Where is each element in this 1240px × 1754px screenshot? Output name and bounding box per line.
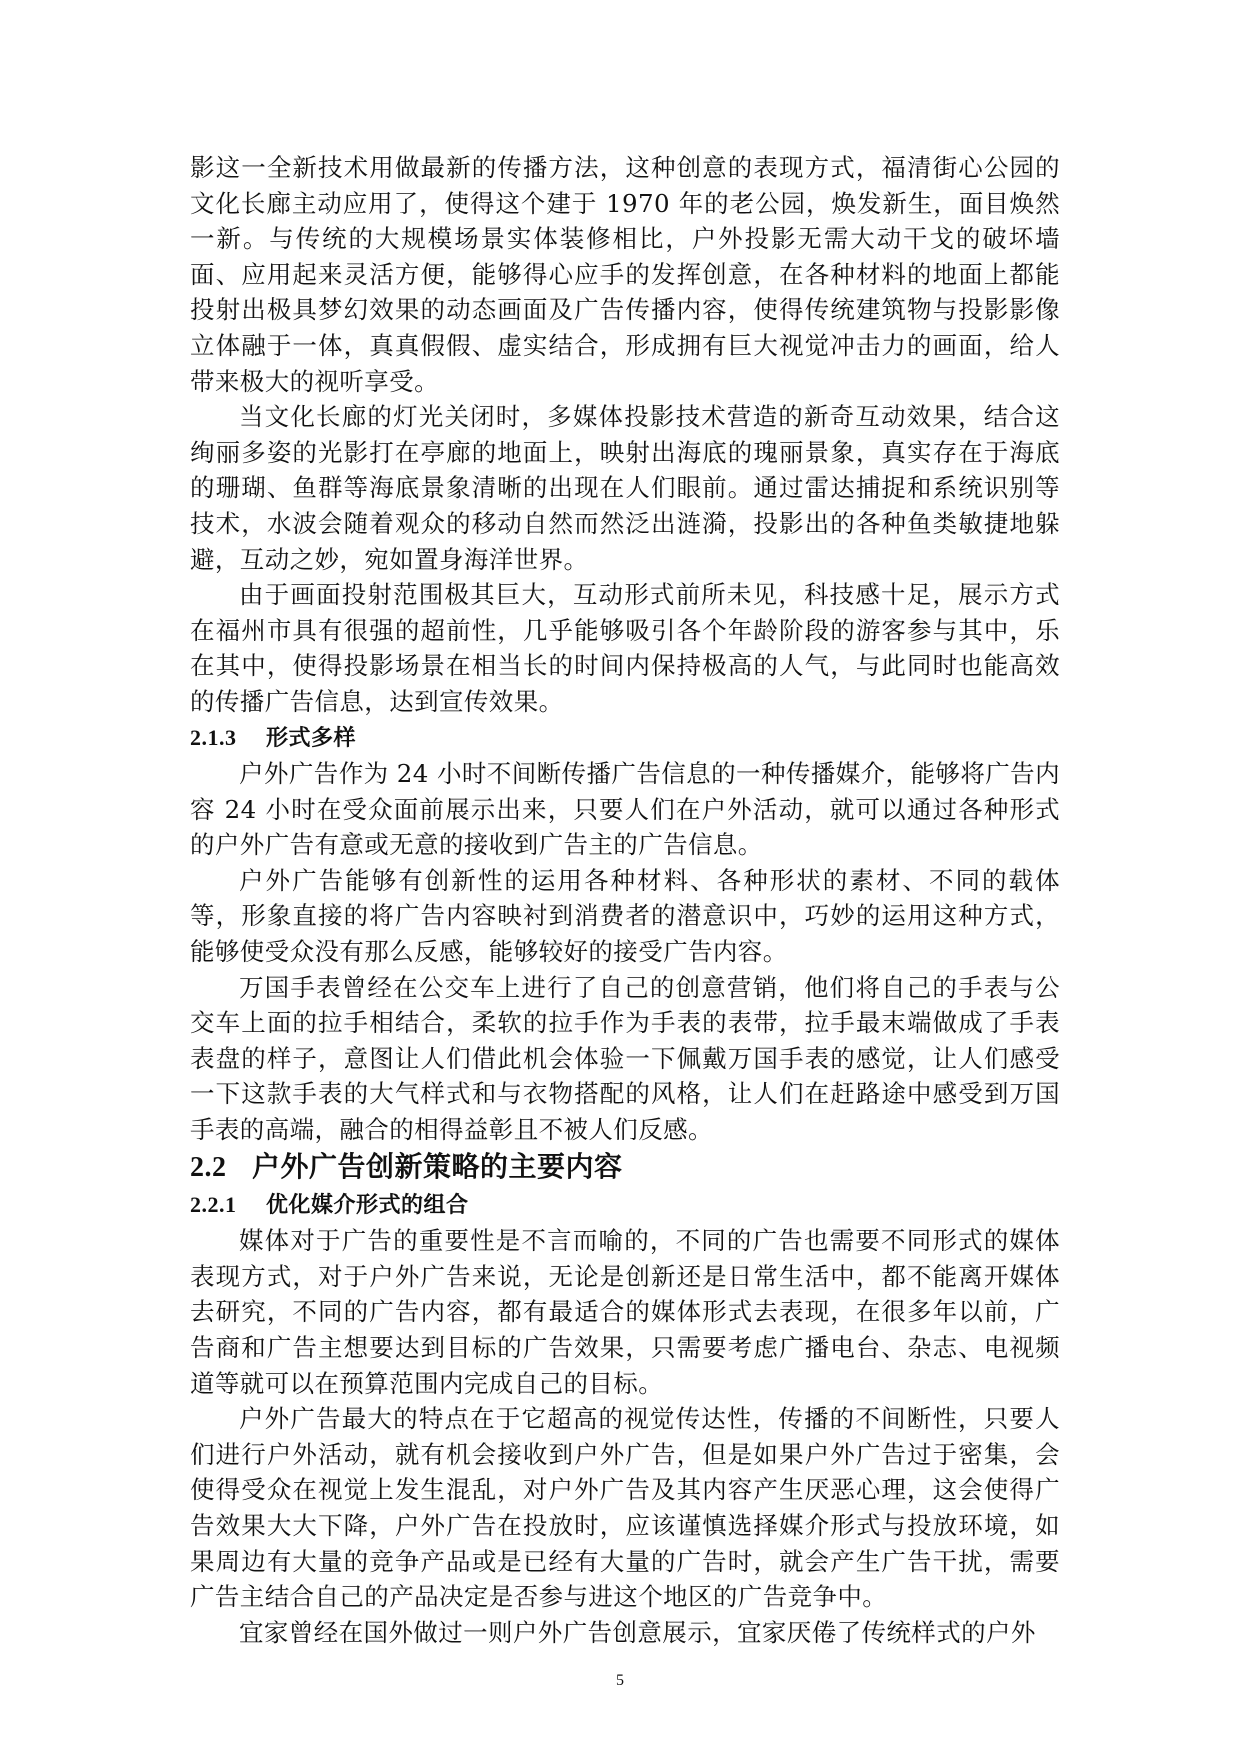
section-heading-2-1-3: [190, 720, 1060, 757]
section-number: 2.2: [190, 1151, 227, 1183]
document-body: [190, 150, 1060, 1650]
section-title: 户外广告创新策略的主要内容: [252, 1149, 623, 1183]
section-heading-2-2-1: [190, 1187, 1060, 1224]
paragraph: 影这一全新技术用做最新的传播方法，这种创意的表现方式，福清街心公园的文化长廊主动应用了，使得这个建于 1970 年的老公园，焕发新生，面目焕然一新。与传统的大规模场景实体装修相比，户外投影无需大动干戈的破坏墙面、应用起来灵活方便，能够得心应手的发挥创意，在各种材料的地面上都能投射出极具梦幻效果的动态画面及广告传播内容，使得传统建筑物与投影影像立体融于一体，真真假假、虚实结合，形成拥有巨大视觉冲击力的画面，给人带来极大的视听享受。: [190, 153, 1060, 396]
paragraph: 宜家曾经在国外做过一则户外广告创意展示，宜家厌倦了传统样式的户外: [239, 1617, 1036, 1647]
section-number: 2.1.3: [190, 724, 237, 750]
paragraph: 由于画面投射范围极其巨大，互动形式前所未见，科技感十足，展示方式在福州市具有很强的超前性，几乎能够吸引各个年龄阶段的游客参与其中，乐在其中，使得投影场景在相当长的时间内保持极高的人气，与此同时也能高效的传播广告信息，达到宣传效果。: [190, 580, 1060, 716]
section-number: 2.2.1: [190, 1191, 237, 1217]
section-title: 优化媒介形式的组合: [266, 1192, 469, 1218]
paragraph: 户外广告作为 24 小时不间断传播广告信息的一种传播媒介，能够将广告内容 24 小时在受众面前展示出来，只要人们在户外活动，就可以通过各种形式的户外广告有意或无意的接收到广告主的广告信息。: [190, 759, 1060, 860]
section-heading-2-2: [190, 1148, 1060, 1187]
paragraph: 万国手表曾经在公交车上进行了自己的创意营销，他们将自己的手表与公交车上面的拉手相结合，柔软的拉手作为手表的表带，拉手最末端做成了手表表盘的样子，意图让人们借此机会体验一下佩戴万国手表的感觉，让人们感受一下这款手表的大气样式和与衣物搭配的风格，让人们在赶路途中感受到万国手表的高端，融合的相得益彰且不被人们反感。: [190, 972, 1060, 1145]
page-number: 5: [616, 1672, 624, 1689]
section-title: 形式多样: [266, 725, 357, 751]
paragraph: 户外广告最大的特点在于它超高的视觉传达性，传播的不间断性，只要人们进行户外活动，就有机会接收到户外广告，但是如果户外广告过于密集，会使得受众在视觉上发生混乱，对户外广告及其内容产生厌恶心理，这会使得广告效果大大下降，户外广告在投放时，应该谨慎选择媒介形式与投放环境，如果周边有大量的竞争产品或是已经有大量的广告时，就会产生广告干扰，需要广告主结合自己的产品决定是否参与进这个地区的广告竞争中。: [190, 1404, 1060, 1612]
paragraph: 户外广告能够有创新性的运用各种材料、各种形状的素材、不同的载体等，形象直接的将广告内容映衬到消费者的潜意识中，巧妙的运用这种方式，能够使受众没有那么反感，能够较好的接受广告内容。: [190, 865, 1060, 967]
paragraph: 媒体对于广告的重要性是不言而喻的，不同的广告也需要不同形式的媒体表现方式，对于户外广告来说，无论是创新还是日常生活中，都不能离开媒体去研究，不同的广告内容，都有最适合的媒体形式去表现，在很多年以前，广告商和广告主想要达到目标的广告效果，只需要考虑广播电台、杂志、电视频道等就可以在预算范围内完成自己的目标。: [190, 1226, 1060, 1398]
paragraph: 当文化长廊的灯光关闭时，多媒体投影技术营造的新奇互动效果，结合这绚丽多姿的光影打在亭廊的地面上，映射出海底的瑰丽景象，真实存在于海底的珊瑚、鱼群等海底景象清晰的出现在人们眼前。通过雷达捕捉和系统识别等技术，水波会随着观众的移动自然而然泛出涟漪，投影出的各种鱼类敏捷地躲避，互动之妙，宛如置身海洋世界。: [190, 402, 1060, 574]
